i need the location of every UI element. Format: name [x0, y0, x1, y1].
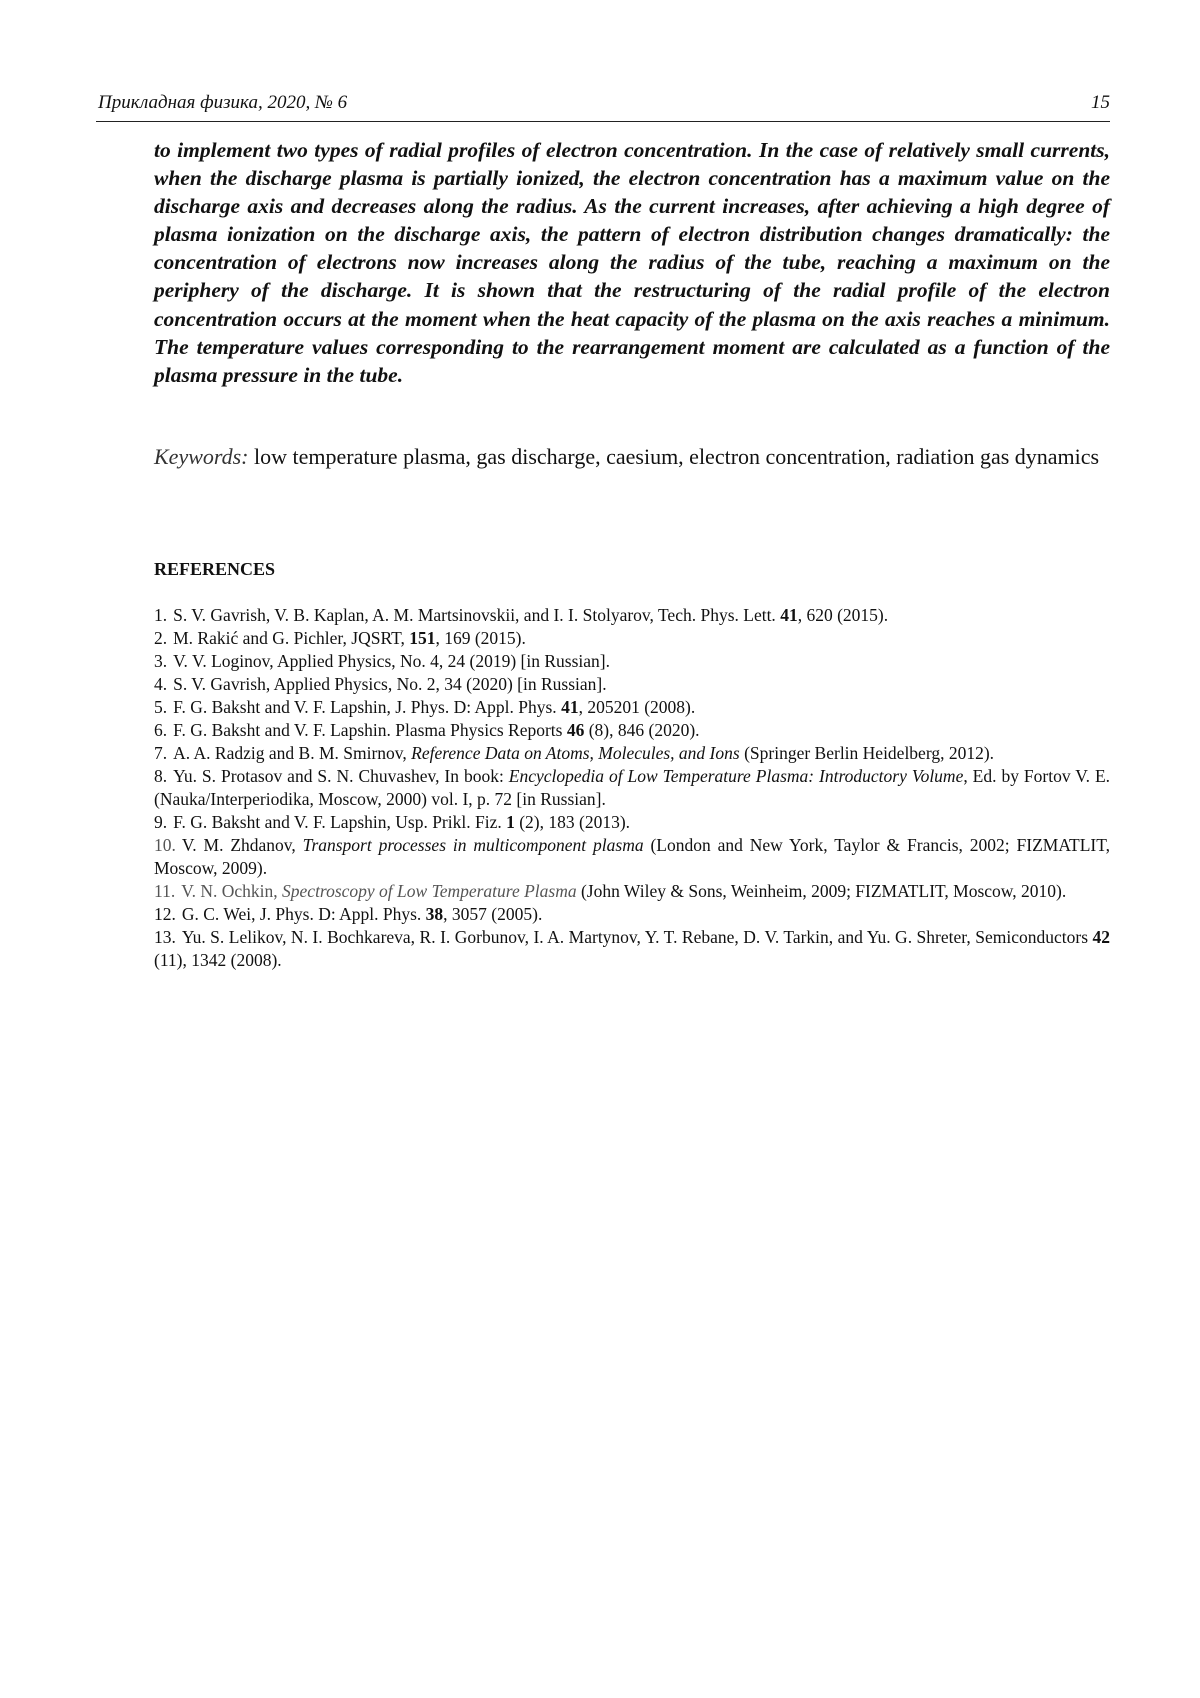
reference-number: 9. — [154, 812, 167, 832]
reference-volume: 41 — [561, 697, 579, 717]
reference-title: Reference Data on Atoms, Molecules, and Ions — [411, 743, 740, 763]
reference-title: Transport processes in multicomponent plasma — [303, 835, 644, 855]
reference-number: 11. — [154, 881, 175, 901]
reference-item: 10. V. M. Zhdanov, Transport processes in multicomponent plasma (London and New York, Taylor & Francis, 2002; FIZMATLIT, Moscow, 2009). — [154, 834, 1110, 880]
reference-volume: 42 — [1093, 927, 1111, 947]
reference-volume: 151 — [409, 628, 435, 648]
journal-title: Прикладная физика, 2020, № 6 — [98, 92, 347, 114]
reference-number: 4. — [154, 674, 167, 694]
reference-item: 1. S. V. Gavrish, V. B. Kaplan, A. M. Martsinovskii, and I. I. Stolyarov, Tech. Phys. Lett. 41, 620 (2015). — [154, 604, 1110, 627]
reference-number: 8. — [154, 766, 167, 786]
reference-item: 12. G. C. Wei, J. Phys. D: Appl. Phys. 38, 3057 (2005). — [154, 903, 1110, 926]
reference-volume: 41 — [780, 605, 798, 625]
reference-number: 12. — [154, 904, 176, 924]
references-heading: REFERENCES — [154, 558, 275, 580]
reference-item: 8. Yu. S. Protasov and S. N. Chuvashev, In book: Encyclopedia of Low Temperature Plasma: Introductory Volume, Ed. by Fortov V. E. (Nauka/Interperiodika, Moscow, 2000) vol. I, p. 72 [in Russian]. — [154, 765, 1110, 811]
reference-item: 3. V. V. Loginov, Applied Physics, No. 4, 24 (2019) [in Russian]. — [154, 650, 1110, 673]
page-number: 15 — [1091, 92, 1110, 114]
reference-item: 5. F. G. Baksht and V. F. Lapshin, J. Phys. D: Appl. Phys. 41, 205201 (2008). — [154, 696, 1110, 719]
reference-volume: 1 — [506, 812, 515, 832]
running-header — [96, 92, 1110, 122]
reference-title: Encyclopedia of Low Temperature Plasma: Introductory Volume — [509, 766, 964, 786]
reference-item: 13. Yu. S. Lelikov, N. I. Bochkareva, R. I. Gorbunov, I. A. Martynov, Y. T. Rebane, D. V. Tarkin, and Yu. G. Shre­ter, Semiconductors 42 (11), 1342 (2008). — [154, 926, 1110, 972]
reference-number: 10. — [154, 835, 176, 855]
reference-number: 13. — [154, 927, 176, 947]
reference-item: 11. V. N. Ochkin, Spectroscopy of Low Temperature Plasma (John Wiley & Sons, Weinheim, 2009; FIZMATLIT, Moscow, 2010). — [154, 880, 1110, 903]
reference-item: 6. F. G. Baksht and V. F. Lapshin. Plasma Physics Reports 46 (8), 846 (2020). — [154, 719, 1110, 742]
keywords-label: Keywords: — [154, 444, 249, 469]
reference-volume: 46 — [567, 720, 585, 740]
reference-number: 7. — [154, 743, 167, 763]
reference-number: 2. — [154, 628, 167, 648]
reference-item: 2. M. Rakić and G. Pichler, JQSRT, 151, 169 (2015). — [154, 627, 1110, 650]
reference-item: 7. A. A. Radzig and B. M. Smirnov, Reference Data on Atoms, Molecules, and Ions (Springer Berlin Heidel­berg, 2012). — [154, 742, 1110, 765]
reference-item: 9. F. G. Baksht and V. F. Lapshin, Usp. Prikl. Fiz. 1 (2), 183 (2013). — [154, 811, 1110, 834]
reference-number: 5. — [154, 697, 167, 717]
keywords-paragraph — [154, 443, 1110, 471]
reference-title: Spectroscopy of Low Temperature Plasma — [282, 881, 577, 901]
references-list — [154, 604, 1110, 972]
reference-volume: 38 — [426, 904, 444, 924]
reference-number: 1. — [154, 605, 167, 625]
reference-item: 4. S. V. Gavrish, Applied Physics, No. 2, 34 (2020) [in Russian]. — [154, 673, 1110, 696]
keywords-text: low temperature plasma, gas discharge, caesium, electron concentration, radiation gas dynamics — [254, 444, 1099, 469]
reference-number: 3. — [154, 651, 167, 671]
reference-number: 6. — [154, 720, 167, 740]
abstract-text: to implement two types of radial profiles of electron concentration. In the case of relatively small currents, when the discharge plasma is partially ionized, the electron concentration has a maximum value on the discharge axis and decreases along the radius. As the current increas­es, after achieving a high degree of plasma ionization on the discharge axis, the pattern of electron distribution changes dramatically: the concentration of electrons now increases along the radius of the tube, reaching a maximum on the periphery of the discharge. It is shown that the restructuring of the radial profile of the electron concentration occurs at the moment when the heat capacity of the plasma on the axis reaches a minimum. The temperature values corre­sponding to the rearrangement moment are calculated as a function of the plasma pressure in the tube. — [154, 136, 1110, 389]
